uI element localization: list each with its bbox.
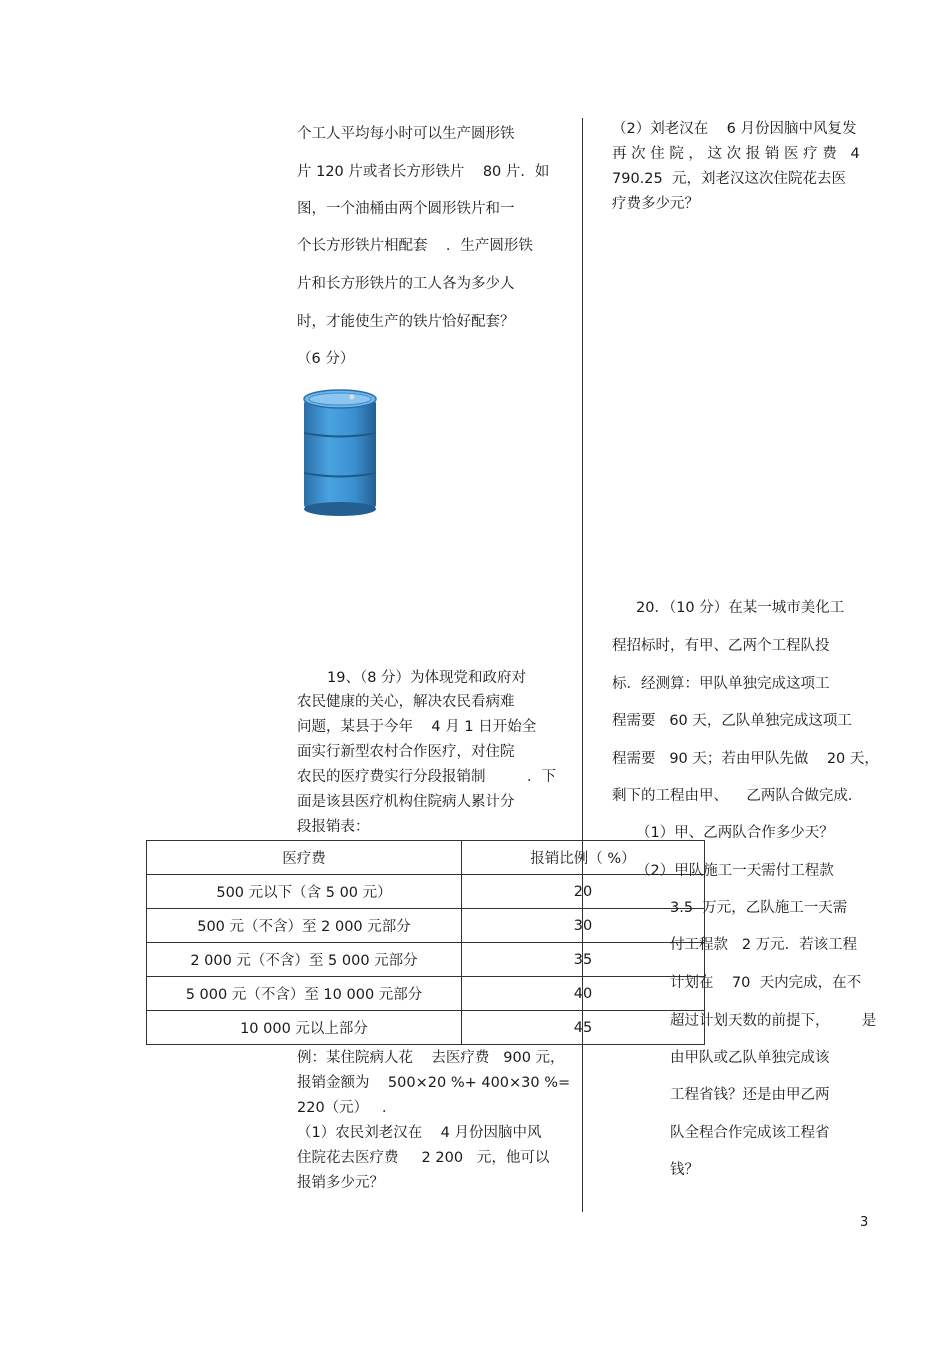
text-line: 付工程款 2 万元．若该工程 — [670, 937, 858, 953]
column-divider — [582, 118, 583, 1212]
text-line: 计划在 70 天内完成，在不 — [670, 975, 862, 991]
text-line: 3.5 万元，乙队施工一天需 — [670, 900, 848, 916]
fee-range: 10 000 元以上部分 — [147, 1011, 462, 1045]
rate-value: 30 — [462, 909, 705, 943]
text-line: 程需要 60 天，乙队单独完成这项工 — [612, 713, 852, 729]
text-line: 剩下的工程由甲、 乙两队合做完成． — [612, 788, 863, 804]
text-line: 疗费多少元？ — [612, 196, 699, 212]
text-line: 例：某住院病人花 去医疗费 900 元， — [297, 1050, 565, 1066]
text-line: （2）甲队施工一天需付工程款 — [636, 863, 834, 879]
fee-range: 500 元以下（含 5 00 元） — [147, 875, 462, 909]
text-line: （2）刘老汉在 6 月份因脑中风复发 — [612, 121, 857, 137]
text-line: 超过计划天数的前提下， 是 — [670, 1013, 877, 1029]
text-line: 程需要 90 天；若由甲队先做 20 天， — [612, 751, 879, 767]
text-line: 由甲队或乙队单独完成该 — [670, 1050, 830, 1066]
text-line: 790.25 元，刘老汉这次住院花去医 — [612, 171, 846, 187]
text-line: 住院花去医疗费 2 200 元，他可以 — [297, 1150, 550, 1166]
rate-value: 35 — [462, 943, 705, 977]
rate-value: 40 — [462, 977, 705, 1011]
rate-value: 20 — [462, 875, 705, 909]
text-line: 19、（8 分）为体现党和政府对 — [327, 670, 527, 686]
oil-drum-image — [300, 388, 380, 518]
table-row — [147, 943, 705, 977]
table-row — [147, 1011, 705, 1045]
text-line: 钱？ — [670, 1162, 699, 1178]
text-line: 20．（10 分）在某一城市美化工 — [636, 600, 845, 616]
text-line: 农民健康的关心，解决农民看病难 — [297, 694, 515, 710]
text-line: 问题，某县于今年 4 月 1 日开始全 — [297, 719, 537, 735]
text-line: 220（元） ． — [297, 1100, 397, 1116]
rate-value: 45 — [462, 1011, 705, 1045]
fee-range: 2 000 元（不含）至 5 000 元部分 — [147, 943, 462, 977]
text-line: 个长方形铁片相配套 ．生产圆形铁 — [297, 238, 533, 254]
table-row — [147, 977, 705, 1011]
text-line: 面是该县医疗机构住院病人累计分 — [297, 794, 515, 810]
text-line: 图，一个油桶由两个圆形铁片和一 — [297, 201, 515, 217]
header-reimbursement-rate: 报销比例（ %） — [462, 841, 705, 875]
text-line: （1）甲、乙两队合作多少天？ — [636, 825, 834, 841]
text-line: 时，才能使生产的铁片恰好配套？ — [297, 314, 515, 330]
text-line: 段报销表： — [297, 819, 370, 835]
text-line: 工程省钱？还是由甲乙两 — [670, 1087, 830, 1103]
text-line: 面实行新型农村合作医疗，对住院 — [297, 744, 515, 760]
text-line: （1）农民刘老汉在 4 月份因脑中风 — [297, 1125, 542, 1141]
text-line: 个工人平均每小时可以生产圆形铁 — [297, 126, 515, 142]
text-line: 报销多少元？ — [297, 1175, 384, 1191]
reimbursement-table — [146, 840, 705, 1045]
text-line: 片和长方形铁片的工人各为多少人 — [297, 276, 515, 292]
page-number: 3 — [860, 1215, 869, 1230]
text-line: 标．经测算：甲队单独完成这项工 — [612, 676, 830, 692]
text-line: 片 120 片或者长方形铁片 80 片．如 — [297, 164, 550, 180]
header-medical-fee: 医疗费 — [147, 841, 462, 875]
score-label: （6 分） — [297, 351, 355, 367]
fee-range: 5 000 元（不含）至 10 000 元部分 — [147, 977, 462, 1011]
text-line: 程招标时，有甲、乙两个工程队投 — [612, 638, 830, 654]
text-line: 队全程合作完成该工程省 — [670, 1125, 830, 1141]
text-line: 报销金额为 500×20 %+ 400×30 %= — [297, 1075, 571, 1091]
text-line: 农民的医疗费实行分段报销制 ．下 — [297, 769, 556, 785]
table-header-row — [147, 841, 705, 875]
text-line: 再 次 住 院 ， 这 次 报 销 医 疗 费 4 — [612, 146, 860, 162]
table-row — [147, 875, 705, 909]
table-row — [147, 909, 705, 943]
fee-range: 500 元（不含）至 2 000 元部分 — [147, 909, 462, 943]
